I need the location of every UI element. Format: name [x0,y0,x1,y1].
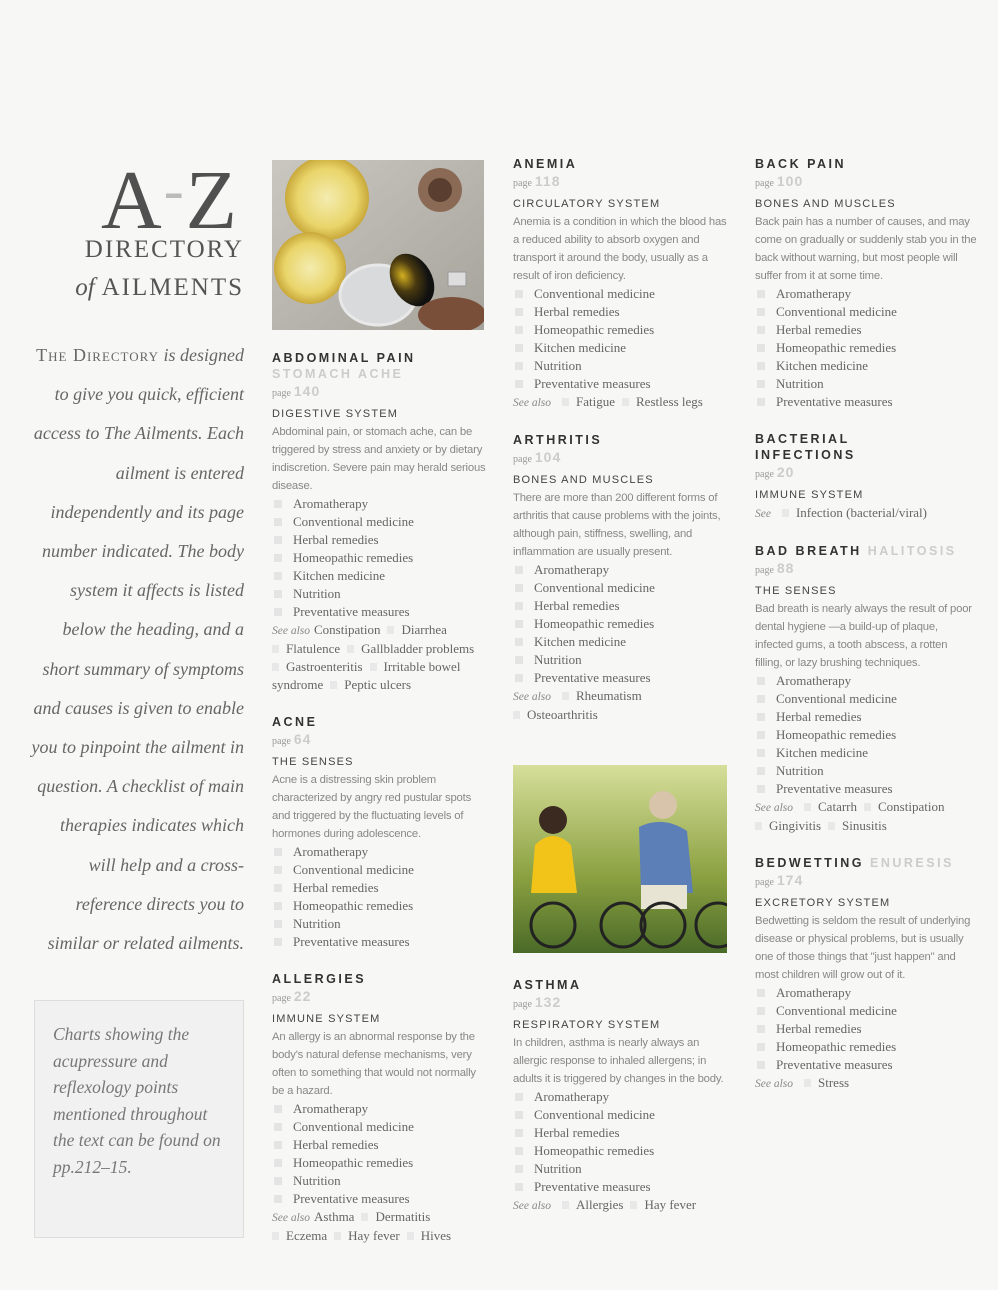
therapy-list [513,1088,731,1196]
therapy-item: Conventional medicine [272,861,490,879]
see-also: See also Stress [755,1075,850,1090]
entry-alt-name: STOMACH ACHE [272,367,404,381]
therapy-item: Conventional medicine [755,690,977,708]
xref-link[interactable]: Gingivitis [769,818,822,833]
therapy-item: Herbal remedies [755,321,977,339]
therapy-item: Kitchen medicine [272,567,490,585]
therapy-item: Conventional medicine [513,1106,731,1124]
see-also: See also Constipation Diarrhea Flatulence Gallbladder problems Gastroenteritis Irritable bowel syndrome Peptic ulcers [272,622,475,692]
entry-title: ANEMIA [513,157,578,171]
entry-description: Bad breath is nearly always the result of poor dental hygiene —a build-up of plaque, infected gums, a tooth abscess, a rotten filling, or lazy brushing techniques. [755,603,972,669]
entry-asthma [513,977,731,1215]
entry-title: ABDOMINAL PAIN [272,351,416,365]
column-3 [513,156,731,744]
xref-link[interactable]: Hay fever [644,1197,697,1212]
therapy-item: Preventative measures [513,669,731,687]
body-system: BONES AND MUSCLES [513,474,654,486]
therapy-item: Conventional medicine [272,513,490,531]
entry-title: ACNE [272,715,318,729]
xref-link[interactable]: Peptic ulcers [344,677,412,692]
entry-bedwetting [755,855,977,1093]
page-ref: page 64 [272,731,312,747]
therapy-item: Conventional medicine [513,579,731,597]
therapy-item: Aromatherapy [513,1088,731,1106]
therapy-item: Herbal remedies [513,597,731,615]
therapy-list [272,495,490,621]
xref-link[interactable]: Eczema [286,1228,328,1243]
page-ref: page 104 [513,449,562,465]
page-ref: page 88 [755,560,795,576]
body-system: IMMUNE SYSTEM [755,489,864,501]
body-system: BONES AND MUSCLES [755,198,896,210]
therapy-item: Conventional medicine [513,285,731,303]
therapy-list [272,1100,490,1208]
therapy-item: Kitchen medicine [513,339,731,357]
body-system: CIRCULATORY SYSTEM [513,198,661,210]
therapy-item: Aromatherapy [755,984,977,1002]
therapy-item: Homeopathic remedies [272,549,490,567]
therapy-item: Nutrition [513,357,731,375]
therapy-item: Preventative measures [755,1056,977,1074]
entry-title: BEDWETTING ENURESIS [755,856,954,870]
xref-link[interactable]: Fatigue [576,394,616,409]
entry-description: There are more than 200 different forms of arthritis that cause problems with the joints, although pain, stiffness, swelling, and inflammation are usually present. [513,492,721,558]
xref-link[interactable]: Hives [420,1228,452,1243]
entry-acne [272,714,490,951]
entry-bad-breath [755,543,977,835]
xref-link[interactable]: Infection (bacterial/viral) [795,505,927,520]
title-ailments: of AILMENTS [75,274,244,301]
page-ref: page 22 [272,988,312,1004]
entry-title: ARTHRITIS [513,433,603,447]
therapy-list [272,843,490,951]
therapy-item: Preventative measures [272,1190,490,1208]
entry-title: ALLERGIES [272,972,367,986]
title-directory: DIRECTORY [84,236,244,263]
column-4 [755,156,977,1113]
entry-title: BACK PAIN [755,157,847,171]
therapy-item: Nutrition [272,1172,490,1190]
entry-title: ASTHMA [513,978,582,992]
see-also: See also Rheumatism Osteoarthritis [513,688,642,722]
xref-link[interactable]: Osteoarthritis [527,707,598,722]
column-2 [272,350,490,1265]
therapy-item: Nutrition [272,915,490,933]
see-also: See also Fatigue Restless legs [513,394,703,409]
page-ref: page 132 [513,994,562,1010]
xref-link[interactable]: Flatulence [286,641,341,656]
see-also: See also Allergies Hay fever [513,1197,697,1212]
page-ref: page 174 [755,872,804,888]
therapy-item: Herbal remedies [755,1020,977,1038]
therapy-item: Herbal remedies [272,1136,490,1154]
entry-description: Anemia is a condition in which the blood has a reduced ability to absorb oxygen and transport it around the body, usually as a result of iron deficiency. [513,216,727,282]
entry-description: An allergy is an abnormal response by the body's natural defense mechanisms, very often to something that would not normally be a hazard. [272,1031,476,1097]
charts-note: Charts showing the acupressure and reflexology points mentioned throughout the text can be found on pp.212–15. [53,1024,221,1177]
therapy-item: Homeopathic remedies [272,1154,490,1172]
therapy-item: Preventative measures [755,780,977,798]
therapy-item: Kitchen medicine [513,633,731,651]
xref-link[interactable]: Constipation [878,799,945,814]
body-system: THE SENSES [272,756,354,768]
therapy-list [513,285,731,393]
entry-description: Abdominal pain, or stomach ache, can be triggered by stress and anxiety or by dietary indiscretion. Severe pain may herald serious disease. [272,426,486,492]
xref-link[interactable]: Restless legs [636,394,703,409]
entry-bacterial-infections [755,431,977,523]
charts-note-box [34,1000,244,1238]
body-system: RESPIRATORY SYSTEM [513,1019,661,1031]
page-ref: page 118 [513,173,561,189]
xref-link[interactable]: Constipation [314,622,381,637]
xref-link[interactable]: Gastroenteritis [286,659,363,674]
entry-allergies [272,971,490,1245]
xref-link[interactable]: Irritable bowel syndrome [272,659,461,692]
entry-description: Acne is a distressing skin problem characterized by angry red pustular spots and triggered by the fluctuating levels of hormones during adolescence. [272,774,472,840]
see-also: See also Catarrh Constipation Gingivitis Sinusitis [755,799,945,833]
see-also: See also Asthma Dermatitis Eczema Hay fever Hives [272,1209,452,1243]
remedies-photo [272,160,484,330]
xref-link[interactable]: Stress [818,1075,850,1090]
therapy-item: Nutrition [755,762,977,780]
therapy-item: Herbal remedies [513,1124,731,1142]
title-az: A-Z [101,154,239,247]
therapy-item: Aromatherapy [755,285,977,303]
cyclists-photo [513,765,727,953]
therapy-item: Aromatherapy [755,672,977,690]
body-system: IMMUNE SYSTEM [272,1013,381,1025]
see-ref: See Infection (bacterial/viral) [755,505,927,520]
page-ref: page 100 [755,173,804,189]
xref-link[interactable]: Gallbladder problems [361,641,475,656]
therapy-item: Homeopathic remedies [755,1038,977,1056]
entry-description: In children, asthma is nearly always an allergic response to inhaled allergens; in adults it is triggered by changes in the body. [513,1037,724,1085]
entry-description: Back pain has a number of causes, and may come on gradually or suddenly stab you in the back without warning, but most people will suffer from it at some time. [755,216,977,282]
entry-back-pain [755,156,977,411]
xref-link[interactable]: Catarrh [818,799,857,814]
column-3-lower [513,977,731,1235]
xref-link[interactable]: Allergies [576,1197,624,1212]
therapy-item: Conventional medicine [755,1002,977,1020]
entry-arthritis [513,432,731,724]
therapy-item: Nutrition [513,651,731,669]
intro-text: The Directory is designed to give you quick, efficient access to The Ailments. Each ailment is entered independently and its page number indicated. The body system it affects is listed below the heading, and a short summary of symptoms and causes is given to enable you to pinpoint the ailment in question. A checklist of main therapies indicates which will help and a cross-reference directs you to similar or related ailments. [31,345,244,954]
entry-title: BACTERIAL INFECTIONS [755,432,856,462]
entry-title: BAD BREATH HALITOSIS [755,544,957,558]
xref-link[interactable]: Diarrhea [401,622,447,637]
body-system: DIGESTIVE SYSTEM [272,408,399,420]
therapy-item: Homeopathic remedies [755,726,977,744]
therapy-item: Herbal remedies [513,303,731,321]
entry-anemia [513,156,731,412]
entry-abdominal-pain [272,350,490,694]
therapy-item: Homeopathic remedies [513,321,731,339]
therapy-list [513,561,731,687]
therapy-list [755,285,977,411]
therapy-item: Homeopathic remedies [513,615,731,633]
therapy-item: Homeopathic remedies [513,1142,731,1160]
body-system: THE SENSES [755,585,837,597]
therapy-item: Kitchen medicine [755,357,977,375]
xref-link[interactable]: Sinusitis [842,818,887,833]
therapy-item: Homeopathic remedies [272,897,490,915]
therapy-list [755,672,977,798]
therapy-item: Aromatherapy [272,843,490,861]
therapy-item: Herbal remedies [272,879,490,897]
therapy-item: Kitchen medicine [755,744,977,762]
therapy-item: Conventional medicine [755,303,977,321]
therapy-item: Aromatherapy [513,561,731,579]
body-system: EXCRETORY SYSTEM [755,897,891,909]
therapy-item: Preventative measures [272,933,490,951]
therapy-item: Nutrition [755,375,977,393]
therapy-item: Herbal remedies [272,531,490,549]
therapy-item: Preventative measures [272,603,490,621]
xref-link[interactable]: Asthma [314,1209,355,1224]
page-ref: page 140 [272,383,321,399]
xref-link[interactable]: Dermatitis [375,1209,431,1224]
xref-link[interactable]: Hay fever [348,1228,400,1243]
therapy-item: Preventative measures [755,393,977,411]
therapy-item: Conventional medicine [272,1118,490,1136]
therapy-item: Nutrition [272,585,490,603]
therapy-item: Preventative measures [513,1178,731,1196]
page-ref: page 20 [755,464,795,480]
therapy-list [755,984,977,1074]
therapy-item: Aromatherapy [272,495,490,513]
entry-description: Bedwetting is seldom the result of underlying disease or physical problems, but is usually one of those things that "just happen" and most children will grow out of it. [755,915,971,981]
xref-link[interactable]: Rheumatism [576,688,642,703]
therapy-item: Homeopathic remedies [755,339,977,357]
therapy-item: Aromatherapy [272,1100,490,1118]
therapy-item: Herbal remedies [755,708,977,726]
therapy-item: Nutrition [513,1160,731,1178]
therapy-item: Preventative measures [513,375,731,393]
